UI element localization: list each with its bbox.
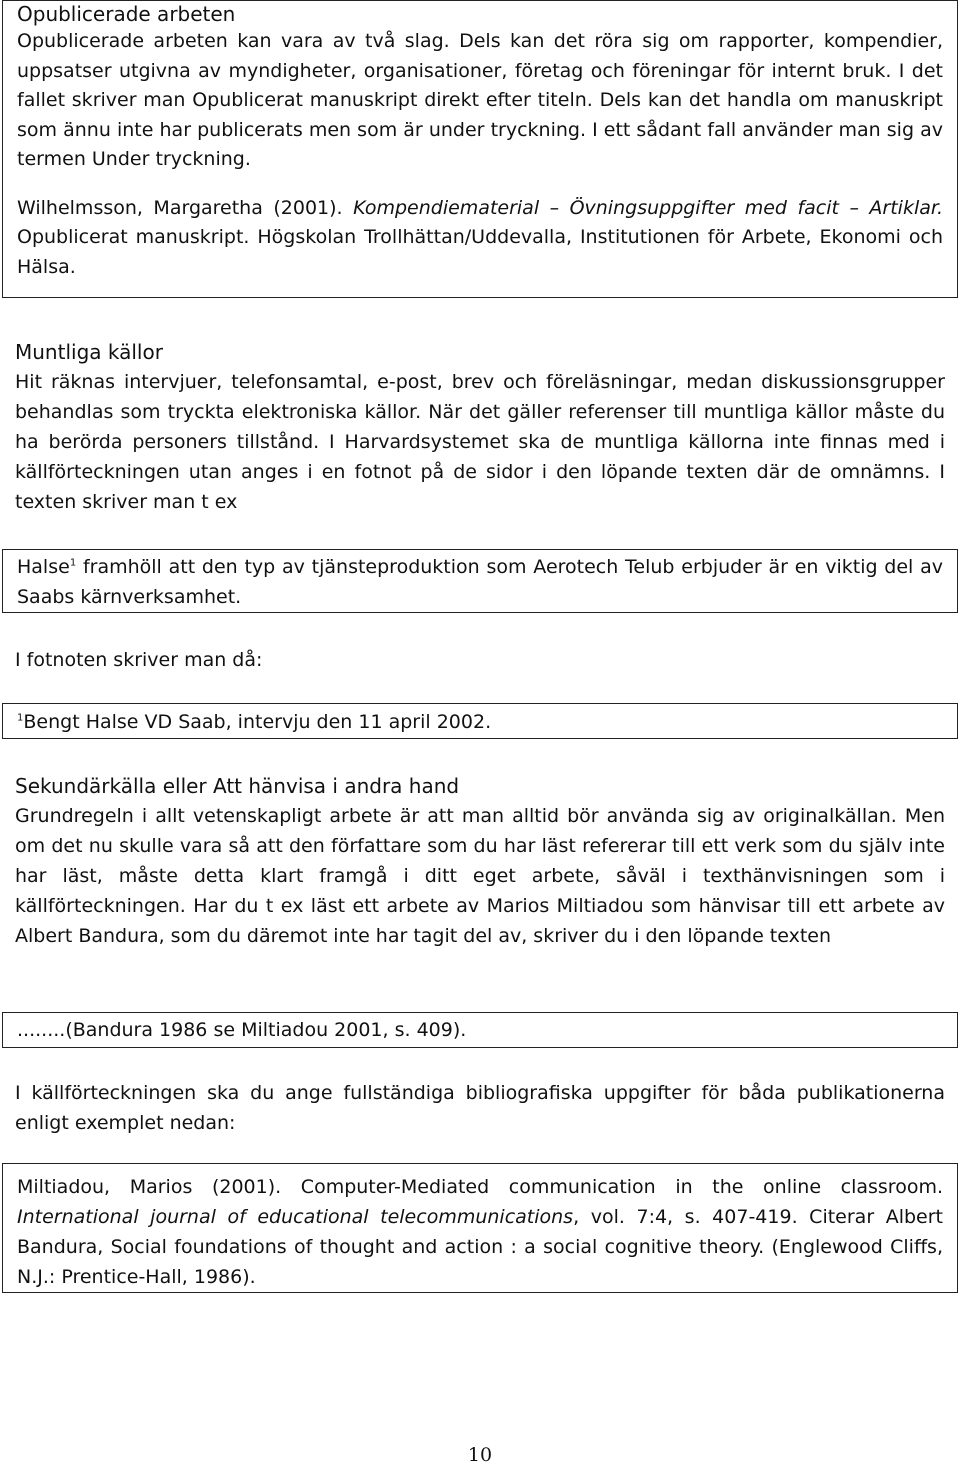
example-publication: Opublicerat manuskript. Högskolan Trollhättan/Uddevalla, Institutionen för Arbete, Ekonomi och Hälsa.	[17, 226, 943, 278]
example-author: Wilhelmsson, Margaretha (2001).	[17, 196, 343, 219]
reference-part-1: Miltiadou, Marios (2001). Computer-Mediated communication in the online classroom.	[17, 1176, 943, 1198]
oral-body: Hit räknas intervjuer, telefonsamtal, e-post, brev och föreläsningar, medan diskussionsgrupper behandlas som tryckta elektroniska källor. När det gäller referenser till muntliga källor måste du ha berörda personers tillstånd. I Harvardsystemet ska de muntliga källorna inte finnas med i källförteckningen utan anges i en fotnot på de sidor i den löpande texten där de omnämns. I texten skriver man t ex	[15, 371, 945, 513]
oral-example-box	[2, 549, 958, 613]
footnote-text: Bengt Halse VD Saab, intervju den 11 april 2002.	[23, 711, 492, 733]
unpublished-example	[17, 194, 943, 283]
citation-example-box	[2, 1012, 958, 1048]
section-heading-unpublished: Opublicerade arbeten	[17, 2, 236, 26]
section-heading-secondary: Sekundärkälla eller Att hänvisa i andra hand	[15, 774, 460, 798]
footnote-intro	[15, 645, 945, 675]
example-name: Halse	[17, 556, 70, 578]
reference-entry	[17, 1172, 943, 1292]
unpublished-body: Opublicerade arbeten kan vara av två slag. Dels kan det röra sig om rapporter, kompendier, uppsatser utgivna av myndigheter, organisationer, företag och föreningar för internt bruk. I det fallet skriver man Opublicerat manuskript direkt efter titeln. Dels kan det handla om manuskript som ännu inte har publicerats men som är under tryckning. I ett sådant fall använder man sig av termen Under tryckning.	[17, 30, 943, 170]
footnote-line	[17, 707, 943, 737]
footnote-box	[2, 703, 958, 739]
citation-example: ........(Bandura 1986 se Miltiadou 2001, s. 409).	[17, 1019, 467, 1041]
footnote-number: 1	[17, 712, 24, 724]
footnote-marker: 1	[69, 557, 77, 569]
secondary-section	[15, 771, 945, 951]
secondary-instruction	[15, 1078, 945, 1138]
reference-box	[2, 1163, 958, 1293]
oral-section	[15, 337, 945, 517]
example-title: Kompendiematerial – Övningsuppgifter med facit – Artiklar.	[353, 196, 943, 219]
section-heading-oral: Muntliga källor	[15, 340, 163, 364]
reference-part-2: , vol. 7:4, s. 407-419. Citerar Albert Bandura, Social foundations of thought and action : a social cognitive theory. (Englewood Cliffs, N.J.: Prentice-Hall, 1986).	[17, 1206, 944, 1288]
footnote-intro-text: I fotnoten skriver man då:	[15, 649, 263, 671]
secondary-body: Grundregeln i allt vetenskapligt arbete är att man alltid bör använda sig av originalkällan. Men om det nu skulle vara så att den författare som du har läst refererar till ett verk som du själv inte har läst, måste detta klart framgå i ditt eget arbete, såväl i texthänvisningen som i källförteckningen. Har du t ex läst ett arbete av Marios Miltiadou som hänvisar till ett arbete av Albert Bandura, som du däremot inte har tagit del av, skriver du i den löpande texten	[15, 805, 945, 947]
unpublished-box	[2, 0, 958, 298]
example-sentence: framhöll att den typ av tjänsteproduktion som Aerotech Telub erbjuder är en viktig del av Saabs kärnverksamhet.	[17, 556, 943, 608]
reference-journal: International journal of educational telecommunications	[17, 1206, 574, 1228]
instruction-text: I källförteckningen ska du ange fullständiga bibliografiska uppgifter för båda publikationerna enligt exemplet nedan:	[15, 1082, 945, 1134]
oral-example	[17, 552, 943, 612]
page-number: 10	[467, 1444, 493, 1466]
